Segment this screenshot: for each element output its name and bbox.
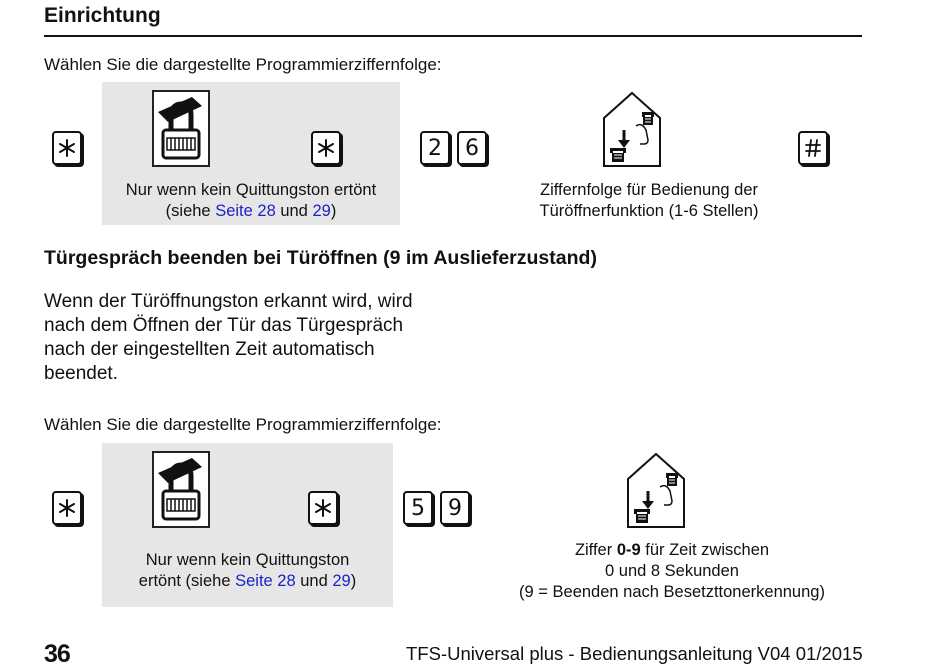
star-key-4 bbox=[308, 491, 338, 525]
link-seite-29[interactable]: 29 bbox=[332, 572, 351, 590]
digit-key-2: 2 bbox=[420, 131, 450, 165]
star-key-icon bbox=[58, 499, 76, 517]
digit-key-9: 9 bbox=[440, 491, 470, 525]
house-phone-icon bbox=[602, 90, 662, 168]
footer-text: TFS-Universal plus - Bedienungsanleitung V04 01/2015 bbox=[406, 643, 863, 664]
title-rule bbox=[44, 35, 862, 37]
section1-box-caption: Nur wenn kein Quittungston ertönt (siehe Seite 28 und 29) bbox=[125, 181, 377, 220]
section2-right-caption: Ziffer 0-9 für Zeit zwischen 0 und 8 Sekunden (9 = Beenden nach Besetzttonerkennung) bbox=[519, 541, 825, 601]
star-key-3 bbox=[52, 491, 82, 525]
star-key-2 bbox=[311, 131, 341, 165]
page-title: Einrichtung bbox=[44, 4, 161, 27]
padlock-icon bbox=[152, 90, 210, 167]
link-seite-28[interactable]: Seite 28 bbox=[215, 202, 276, 220]
star-key-icon bbox=[314, 499, 332, 517]
page-number: 36 bbox=[44, 640, 70, 668]
hash-key bbox=[798, 131, 828, 165]
star-key-1 bbox=[52, 131, 82, 165]
section2-box-caption: Nur wenn kein Quittungston ertönt (siehe Seite 28 und 29) bbox=[138, 551, 357, 590]
section2-paragraph: Wenn der Türöffnungston erkannt wird, wird nach dem Öffnen der Tür das Türgespräch nach der eingestellten Zeit automatisch beendet. bbox=[44, 291, 413, 384]
link-seite-28[interactable]: Seite 28 bbox=[235, 572, 296, 590]
digit-key-6: 6 bbox=[457, 131, 487, 165]
section2-intro: Wählen Sie die dargestellte Programmierziffernfolge: bbox=[44, 415, 442, 434]
padlock-icon bbox=[152, 451, 210, 528]
star-key-icon bbox=[58, 139, 76, 157]
digit-key-5: 5 bbox=[403, 491, 433, 525]
section1-right-caption: Ziffernfolge für Bedienung der Türöffnerfunktion (1-6 Stellen) bbox=[539, 181, 759, 220]
link-seite-29[interactable]: 29 bbox=[312, 202, 331, 220]
section1-intro: Wählen Sie die dargestellte Programmierziffernfolge: bbox=[44, 55, 442, 74]
star-key-icon bbox=[317, 139, 335, 157]
section2-heading: Türgespräch beenden bei Türöffnen (9 im Auslieferzustand) bbox=[44, 247, 597, 269]
house-phone-icon bbox=[626, 451, 686, 529]
hash-key-icon bbox=[804, 139, 822, 157]
